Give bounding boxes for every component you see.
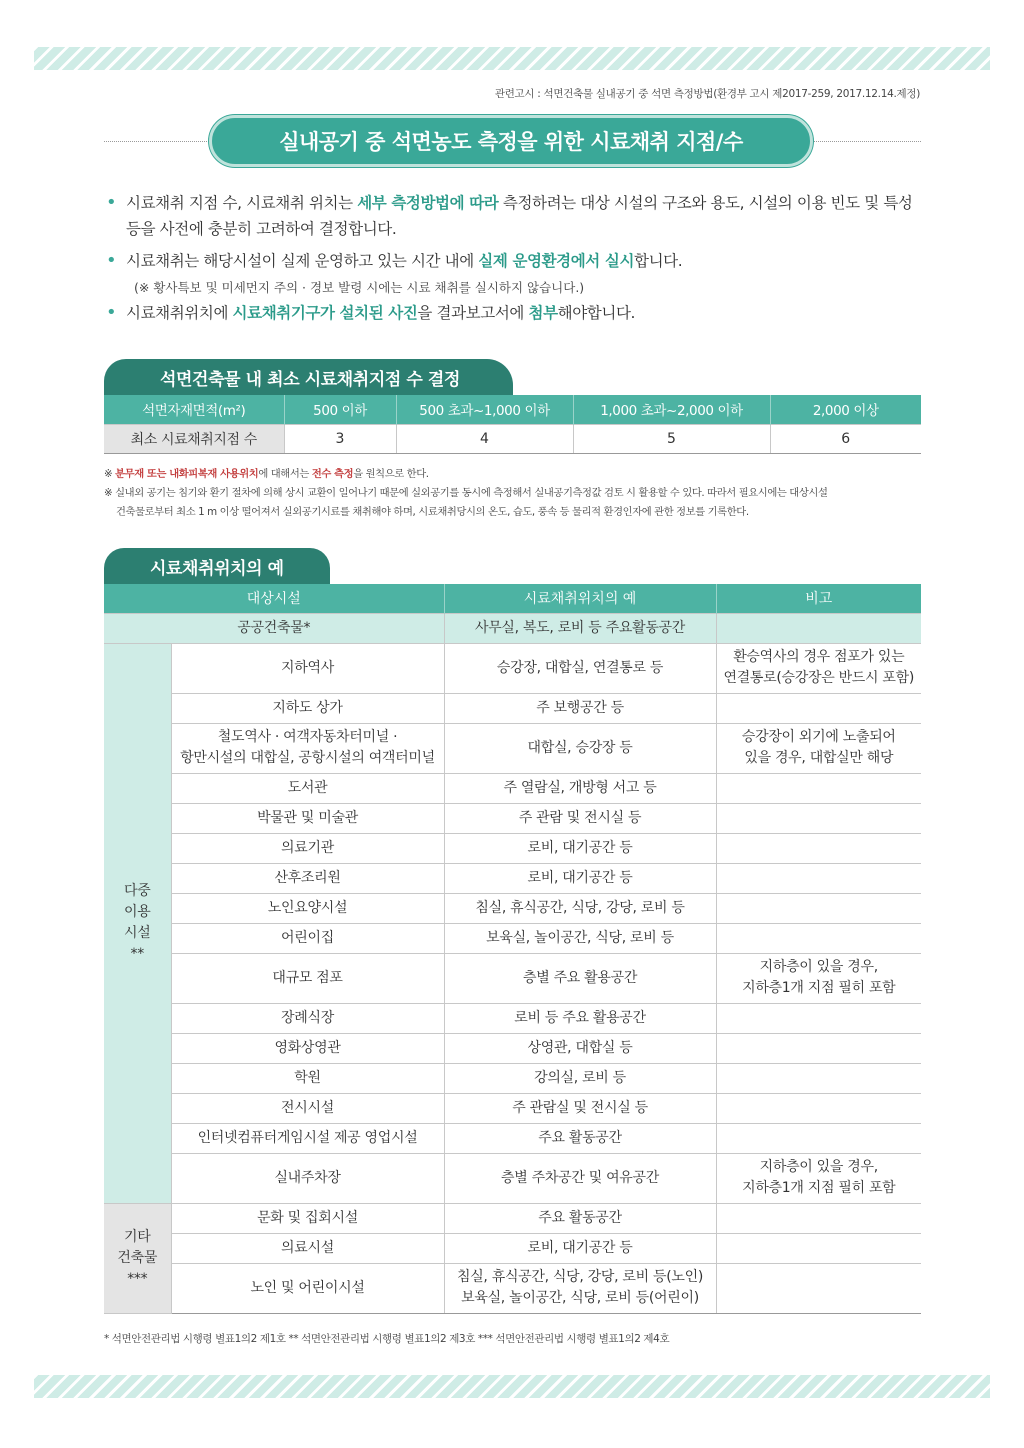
column-header-remark: 비고: [716, 584, 921, 613]
table-row: [104, 833, 921, 863]
top-decorative-stripe: [34, 47, 990, 70]
location-line: 보육실, 놀이공간, 식당, 로비 등(어린이): [461, 1290, 699, 1306]
bullet-text: 측정하려는 대상 시설의 구조와 용도, 시설의 이용 빈도 및 특성 등을 사전에 충분히 고려하여 결정합니다.: [126, 194, 913, 238]
remark-line: 지하층이 있을 경우,: [759, 959, 878, 975]
remark-cell: [716, 863, 921, 893]
remark-cell: [716, 693, 921, 723]
location-cell: 주 관람 및 전시실 등: [444, 803, 716, 833]
table-row: [104, 923, 921, 953]
facility-cell: 실내주차장: [171, 1153, 444, 1203]
table-cell: 4: [396, 424, 573, 453]
group-label-line: **: [130, 946, 144, 962]
remark-cell: [716, 613, 921, 643]
remark-cell: [716, 893, 921, 923]
remark-line: 환승역사의 경우 점포가 있는: [733, 649, 905, 665]
facility-cell: 장례식장: [171, 1003, 444, 1033]
facility-cell: 학원: [171, 1063, 444, 1093]
remark-cell: [716, 1203, 921, 1233]
legal-footnote: * 석면안전관리법 시행령 별표1의2 제1호 ** 석면안전관리법 시행령 별표1의2 제3호 *** 석면안전관리법 시행령 별표1의2 제4호: [104, 1333, 670, 1345]
location-line: 침실, 휴식공간, 식당, 강당, 로비 등(노인): [456, 1269, 704, 1285]
facility-line: 철도역사 · 여객자동차터미널 ·: [217, 729, 398, 745]
group-label-line: 건축물: [117, 1249, 158, 1266]
location-cell: 침실, 휴식공간, 식당, 강당, 로비 등: [444, 893, 716, 923]
bullet-text: 시료채취는 해당시설이 실제 운영하고 있는 시간 내에: [126, 252, 479, 270]
table-row: [104, 1203, 921, 1233]
table-row: [104, 1003, 921, 1033]
remark-cell: [716, 833, 921, 863]
column-header: 1,000 초과~2,000 이하: [573, 395, 770, 424]
page-title: 실내공기 중 석면농도 측정을 위한 시료채취 지점/수: [279, 130, 743, 154]
location-cell: 상영관, 대합실 등: [444, 1033, 716, 1063]
facility-cell: 노인 및 어린이시설: [171, 1263, 444, 1313]
column-header-location: 시료채취위치의 예: [444, 584, 716, 613]
note-red-text: 전수 측정: [311, 468, 354, 480]
location-cell: [444, 1263, 716, 1313]
remark-cell: [716, 1153, 921, 1203]
facility-cell: 인터넷컴퓨터게임시설 제공 영업시설: [171, 1123, 444, 1153]
facility-cell: 지하역사: [171, 643, 444, 693]
reference-notice: 관련고시 : 석면건축물 실내공기 중 석면 측정방법(환경부 고시 제2017-259, 2017.12.14.제정): [494, 88, 920, 100]
bullet-highlight: 세부 측정방법에 따라: [357, 194, 499, 212]
table-cell: 3: [284, 424, 396, 453]
group-label-line: 이용: [124, 904, 151, 920]
remark-cell: [716, 803, 921, 833]
remark-cell: [716, 1263, 921, 1313]
table-row: [104, 723, 921, 773]
remark-cell: [716, 1123, 921, 1153]
column-header: 석면자재면적(m²): [104, 395, 284, 424]
location-cell: 사무실, 복도, 로비 등 주요활동공간: [444, 613, 716, 643]
table-row: [104, 693, 921, 723]
note-text: 을 원칙으로 한다.: [353, 468, 429, 480]
facility-cell: [171, 723, 444, 773]
location-cell: 강의실, 로비 등: [444, 1063, 716, 1093]
sampling-locations-table: [104, 584, 921, 1314]
facility-cell: 의료기관: [171, 833, 444, 863]
group-label-other-buildings: [104, 1203, 171, 1313]
table-header-row: [104, 395, 921, 424]
note-outdoor-air-cont: 건축물로부터 최소 1 m 이상 떨어져서 실외공기시료를 채취해야 하며, 시료채취당시의 온도, 습도, 풍속 등 물리적 환경인자에 관한 정보를 기록한다.: [116, 506, 749, 518]
facility-cell: 문화 및 집회시설: [171, 1203, 444, 1233]
column-header: 500 이하: [284, 395, 396, 424]
section1-notes: [104, 465, 924, 522]
bullet-text: 시료채취 지점 수, 시료채취 위치는: [126, 194, 358, 212]
title-pill: [209, 115, 813, 167]
location-cell: 주 보행공간 등: [444, 693, 716, 723]
bullet-highlight: 첨부: [528, 304, 558, 322]
table-row: [104, 1153, 921, 1203]
location-cell: 로비, 대기공간 등: [444, 863, 716, 893]
note-spray-material: [104, 465, 924, 484]
location-cell: 승강장, 대합실, 연결통로 등: [444, 643, 716, 693]
table-row: [104, 643, 921, 693]
remark-line: 연결통로(승강장은 반드시 포함): [723, 670, 915, 686]
bullet-text: 시료채취위치에: [126, 304, 233, 322]
facility-cell: 대규모 점포: [171, 953, 444, 1003]
remark-cell: [716, 723, 921, 773]
note-text: ※: [104, 468, 116, 480]
bullet-sampling-points: [104, 190, 924, 242]
remark-cell: [716, 1033, 921, 1063]
location-cell: 보육실, 놀이공간, 식당, 로비 등: [444, 923, 716, 953]
location-cell: 로비, 대기공간 등: [444, 1233, 716, 1263]
table-cell: 6: [770, 424, 921, 453]
location-cell: 주 열람실, 개방형 서고 등: [444, 773, 716, 803]
bullet-highlight: 시료채취기구가 설치된 사진: [232, 304, 418, 322]
facility-cell: 노인요양시설: [171, 893, 444, 923]
group-label-line: 시설: [124, 925, 151, 941]
facility-cell: 의료시설: [171, 1233, 444, 1263]
table-cell: 5: [573, 424, 770, 453]
remark-line: 지하층1개 지점 필히 포함: [742, 980, 896, 996]
remark-line: 있을 경우, 대합실만 해당: [744, 750, 894, 766]
facility-cell: 영화상영관: [171, 1033, 444, 1063]
bullet-text: 해야합니다.: [557, 304, 636, 322]
remark-cell: [716, 953, 921, 1003]
location-cell: 주요 활동공간: [444, 1123, 716, 1153]
location-cell: 로비, 대기공간 등: [444, 833, 716, 863]
facility-line: 항만시설의 대합실, 공항시설의 여객터미널: [180, 750, 435, 766]
facility-cell: 도서관: [171, 773, 444, 803]
remark-cell: [716, 1063, 921, 1093]
column-header: 500 초과~1,000 이하: [396, 395, 573, 424]
table-row: [104, 1123, 921, 1153]
table-row: [104, 1063, 921, 1093]
remark-cell: [716, 773, 921, 803]
column-header-facility: 대상시설: [104, 584, 444, 613]
title-banner: [104, 115, 921, 167]
remark-cell: [716, 1233, 921, 1263]
remark-cell: [716, 1003, 921, 1033]
bottom-decorative-stripe: [34, 1375, 990, 1398]
location-cell: 층별 주요 활용공간: [444, 953, 716, 1003]
remark-cell: [716, 643, 921, 693]
table-row: [104, 1093, 921, 1123]
location-cell: 주 관람실 및 전시실 등: [444, 1093, 716, 1123]
facility-cell: 지하도 상가: [171, 693, 444, 723]
bullet-photo-attach: [104, 300, 924, 326]
table-row: [104, 953, 921, 1003]
bullet-text: 을 결과보고서에: [417, 304, 529, 322]
section-tab-min-points: 석면건축물 내 최소 시료채취지점 수 결정: [104, 359, 513, 395]
section-tab-sampling-locations: 시료채취위치의 예: [104, 548, 330, 584]
yellow-dust-note: (※ 황사특보 및 미세먼지 주의 · 경보 발령 시에는 시료 채취를 실시하지 않습니다.): [134, 280, 585, 295]
group-label-line: 다중: [124, 883, 151, 899]
table-row-public-building: [104, 613, 921, 643]
table-row: [104, 863, 921, 893]
bullet-text: 합니다.: [634, 252, 683, 270]
column-header: 2,000 이상: [770, 395, 921, 424]
row-header: 최소 시료채취지점 수: [104, 424, 284, 453]
remark-cell: [716, 923, 921, 953]
group-label-line: ***: [127, 1270, 148, 1287]
table-row: [104, 773, 921, 803]
note-red-text: 분무재 또는 내화피복재 사용위치: [115, 468, 259, 480]
table-row: [104, 1263, 921, 1313]
min-sampling-points-table: [104, 395, 921, 454]
facility-cell: 산후조리원: [171, 863, 444, 893]
guideline-bullets: [104, 190, 924, 326]
remark-line: 지하층이 있을 경우,: [759, 1159, 878, 1175]
location-cell: 층별 주차공간 및 여유공간: [444, 1153, 716, 1203]
table-row: [104, 424, 921, 453]
location-cell: 로비 등 주요 활용공간: [444, 1003, 716, 1033]
table-header-row: [104, 584, 921, 613]
table-row: [104, 1233, 921, 1263]
table-row: [104, 1033, 921, 1063]
note-text: 에 대해서는: [258, 468, 312, 480]
facility-cell: 전시시설: [171, 1093, 444, 1123]
group-label-multi-use: [104, 643, 171, 1203]
location-cell: 대합실, 승강장 등: [444, 723, 716, 773]
table-row: [104, 893, 921, 923]
table-row: [104, 803, 921, 833]
remark-line: 승강장이 외기에 노출되어: [741, 729, 896, 745]
note-outdoor-air: ※ 실내외 공기는 침기와 환기 절차에 의해 상시 교환이 일어나기 때문에 실외공기를 동시에 측정해서 실내공기측정값 검토 시 활용할 수 있다. 따라서 필요시에는 대상시설: [104, 487, 828, 499]
facility-cell: 공공건축물*: [104, 613, 444, 643]
remark-line: 지하층1개 지점 필히 포함: [742, 1180, 896, 1196]
bullet-operating-time: [104, 248, 924, 274]
facility-cell: 어린이집: [171, 923, 444, 953]
location-cell: 주요 활동공간: [444, 1203, 716, 1233]
facility-cell: 박물관 및 미술관: [171, 803, 444, 833]
bullet-highlight: 실제 운영환경에서 실시: [478, 252, 635, 270]
group-label-line: 기타: [124, 1228, 151, 1245]
remark-cell: [716, 1093, 921, 1123]
